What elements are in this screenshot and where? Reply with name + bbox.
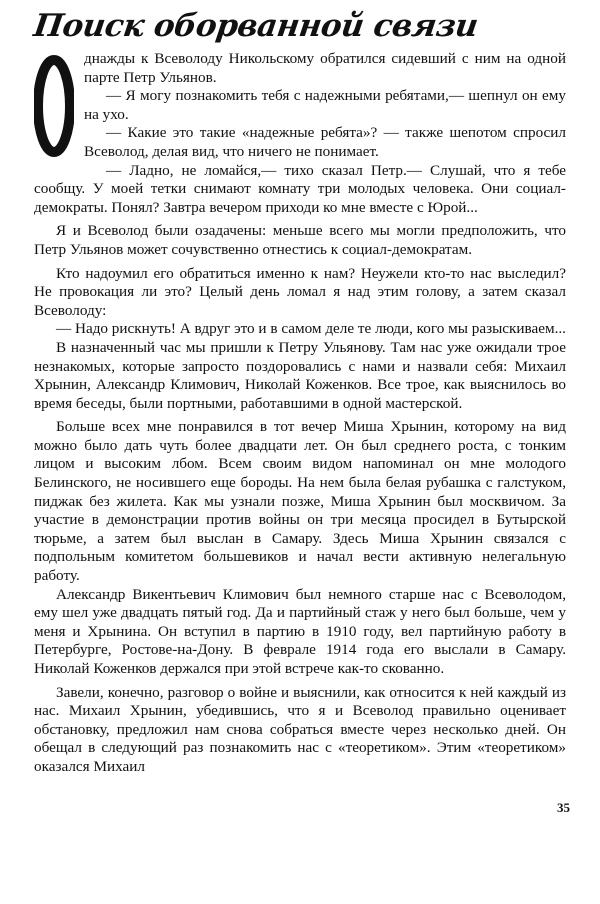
dropcap-spacer bbox=[34, 50, 84, 178]
paragraph-6: Кто надоумил его обратиться именно к нам? Неужели кто-то нас выследил? Не провокация ли это? Целый день ломал я над этим голову, а затем сказал Всеволоду: bbox=[34, 264, 566, 319]
paragraph-1: днажды к Всеволоду Никольскому обратился сидевший с ним на одной парте Петр Ульянов. bbox=[84, 50, 566, 86]
paragraph-3: — Какие это такие «надежные ребята»? — также шепотом спросил Всеволод, делая вид, что ничего не понимает. bbox=[84, 124, 566, 160]
paragraph-8: В назначенный час мы пришли к Петру Ульянову. Там нас уже ожидали трое незнакомых, которые запросто поздоровались с нами и назвали себя: Михаил Хрынин, Александр Климович, Николай Коженков. Все трое, как выяснилось во время беседы, были портными, работавшими в одной мастерской. bbox=[34, 338, 566, 412]
paragraph-4: — Ладно, не ломайся,— тихо сказал Петр.— Слушай, что я тебе сообщу. У моей тетки снимают комнату три молодых человека. Они социал-демократы. Понял? Завтра вечером приходи ко мне вместе с Юрой... bbox=[34, 161, 566, 216]
page-number: 35 bbox=[557, 800, 570, 815]
paragraph-7: — Надо рискнуть! А вдруг это и в самом деле те люди, кого мы разыскиваем... bbox=[56, 320, 566, 338]
paragraph-10: Александр Викентьевич Климович был немного старше нас с Всеволодом, ему шел уже двадцать пятый год. Да и партийный стаж у него был больше, чем у меня и Хрынина. Он вступил в партию в 1910 году, вел партийную работу в Петербурге, Ростове-на-Дону. В феврале 1914 года его выслали в Самару. Николай Коженков держался при этой встрече как-то скованно. bbox=[34, 585, 566, 677]
chapter-title: Поиск оборванной связи bbox=[31, 8, 480, 44]
paragraph-11: Завели, конечно, разговор о войне и выяснили, как относится к ней каждый из нас. Михаил Хрынин, убедившись, что я и Всеволод правильно оценивает обстановку, предложил нам снова собраться вместе через несколько дней. Он обещал в следующий раз познакомить нас с «теоретиком». Этим «теоретиком» оказался Михаил bbox=[34, 683, 566, 775]
article-body bbox=[34, 50, 566, 777]
paragraph-9: Больше всех мне понравился в тот вечер Миша Хрынин, которому на вид можно было дать чуть более двадцати лет. Он был среднего роста, с тонким лицом и высоким лбом. Всем своим видом напоминал он мне молодого Белинского, не носившего еще бороды. На нем была белая рубашка с галстуком, пиджак без жилета. Как мы узнали позже, Миша Хрынин был москвичом. За участие в демонстрации против войны он три месяца просидел в Бутырской тюрьме, а затем был выслан в Самару. Здесь Миша Хрынин связался с подпольным комитетом большевиков и начал вести активную нелегальную работу. bbox=[34, 418, 566, 585]
paragraph-5: Я и Всеволод были озадачены: меньше всего мы могли предположить, что Петр Ульянов может сочувственно отнестись к социал-демократам. bbox=[34, 222, 566, 258]
paragraph-2: — Я могу познакомить тебя с надежными ребятами,— шепнул он ему на ухо. bbox=[84, 87, 566, 123]
